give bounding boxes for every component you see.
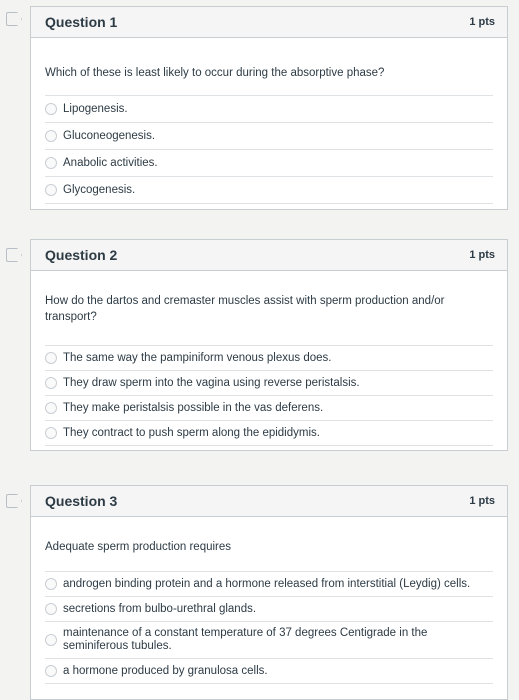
answer-label: The same way the pampiniform venous plexus does. (63, 352, 332, 364)
answer-list (45, 571, 493, 684)
flag-question-3-icon[interactable] (6, 494, 22, 508)
answer-label: maintenance of a constant temperature of 37 degrees Centigrade in the seminiferous tubules. (63, 627, 428, 652)
answer-option[interactable] (45, 345, 493, 370)
flag-question-2-icon[interactable] (6, 248, 22, 262)
answer-option[interactable] (45, 621, 493, 658)
answer-option[interactable] (45, 571, 493, 596)
question-title: Question 3 (45, 493, 118, 509)
answer-option[interactable] (45, 95, 493, 122)
answer-label: androgen binding protein and a hormone released from interstitial (Leydig) cells. (63, 578, 471, 590)
radio-button[interactable] (45, 157, 57, 169)
radio-button[interactable] (45, 103, 57, 115)
answer-option[interactable] (45, 596, 493, 621)
radio-button[interactable] (45, 377, 57, 389)
question-title: Question 2 (45, 247, 118, 263)
answer-label: They make peristalsis possible in the vas deferens. (63, 402, 324, 414)
answer-option[interactable] (45, 176, 493, 204)
question-points: 1 pts (469, 16, 495, 28)
radio-button[interactable] (45, 665, 57, 677)
question-text: How do the dartos and cremaster muscles assist with sperm production and/or transport? (45, 295, 445, 323)
question-text: Adequate sperm production requires (45, 541, 232, 553)
answer-label: a hormone produced by granulosa cells. (63, 665, 268, 677)
question-header (31, 486, 507, 517)
answer-label: Lipogenesis. (63, 103, 128, 115)
question-header (31, 240, 507, 271)
radio-button[interactable] (45, 184, 57, 196)
answer-option[interactable] (45, 122, 493, 149)
answer-option[interactable] (45, 370, 493, 395)
radio-button[interactable] (45, 402, 57, 414)
answer-option[interactable] (45, 420, 493, 446)
radio-button[interactable] (45, 634, 57, 646)
question-points: 1 pts (469, 495, 495, 507)
radio-button[interactable] (45, 130, 57, 142)
answer-label: Gluconeogenesis. (63, 130, 156, 142)
answer-label: They contract to push sperm along the epididymis. (63, 427, 320, 439)
answer-label: secretions from bulbo-urethral glands. (63, 603, 257, 615)
answer-list (45, 345, 493, 446)
question-text: Which of these is least likely to occur during the absorptive phase? (45, 67, 385, 79)
question-points: 1 pts (469, 249, 495, 261)
answer-label: Anabolic activities. (63, 157, 158, 169)
answer-list (45, 95, 493, 204)
question-3 (30, 485, 508, 700)
radio-button[interactable] (45, 427, 57, 439)
question-title: Question 1 (45, 14, 118, 30)
question-1 (30, 6, 508, 210)
answer-option[interactable] (45, 658, 493, 684)
radio-button[interactable] (45, 352, 57, 364)
radio-button[interactable] (45, 603, 57, 615)
answer-option[interactable] (45, 149, 493, 176)
question-header (31, 7, 507, 38)
answer-label: They draw sperm into the vagina using reverse peristalsis. (63, 377, 360, 389)
question-2 (30, 239, 508, 451)
flag-question-1-icon[interactable] (6, 12, 22, 26)
answer-option[interactable] (45, 395, 493, 420)
radio-button[interactable] (45, 578, 57, 590)
answer-label: Glycogenesis. (63, 184, 136, 196)
